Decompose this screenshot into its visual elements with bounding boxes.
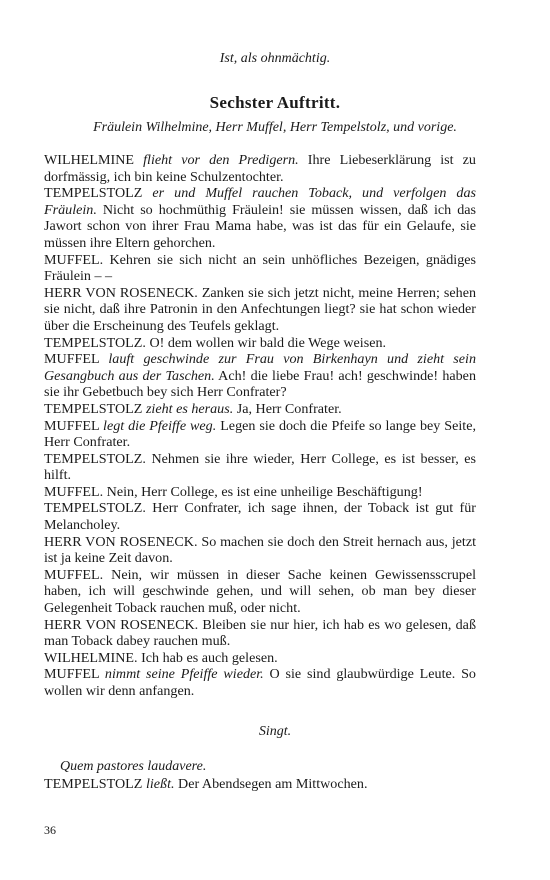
speaker-name: TEMPELSTOLZ.	[44, 334, 146, 351]
speech-text: Kehren sie sich nicht an sein unhöfliches Bezeigen, gnädiges Fräulein – –	[44, 251, 476, 285]
speech	[44, 401, 476, 418]
stage-direction-inline: flieht vor den Predigern.	[143, 152, 299, 168]
speaker-name: TEMPELSTOLZ.	[44, 500, 146, 517]
speaker-name: MUFFEL.	[44, 483, 104, 500]
speaker-name: WILHELMINE	[44, 152, 135, 168]
speech	[44, 500, 476, 533]
speaker-name: HERR VON ROSENECK.	[44, 284, 198, 301]
speech	[44, 567, 476, 617]
speech	[44, 335, 476, 352]
speech	[44, 185, 476, 251]
stage-direction-inline: legt die Pfeiffe weg.	[103, 417, 217, 434]
speech-text: Ja, Herr Confrater.	[236, 400, 342, 417]
speech	[44, 650, 476, 667]
speaker-name: MUFFEL.	[44, 566, 104, 583]
scene-heading: Sechster Auftritt.	[209, 93, 341, 112]
speech	[44, 484, 476, 501]
speech-text: O sie sind glaubwürdige Leute. So wollen wir denn anfangen.	[44, 666, 476, 699]
stage-direction-top: Ist, als ohnmächtig.	[219, 51, 331, 66]
speaker-name: MUFFEL	[44, 417, 100, 434]
stage-direction-inline: ließt.	[145, 776, 175, 792]
speech-text: Nehmen sie ihre wieder, Herr College, es ist besser, es hilft.	[44, 450, 476, 484]
speech-text: Herr Confrater, ich sage ihnen, der Toback ist gut für Melancholey.	[44, 500, 476, 534]
stage-direction-sings: Singt.	[258, 724, 292, 739]
speech-text: Nicht so hochmüthig Fräulein! sie müssen wissen, daß ich das Jawort schon von ihrer Frau Mama habe, was ist das für ein Gelaufe, sie müssen ihre Eltern gehorchen.	[44, 201, 476, 251]
speech-text: O! dem wollen wir bald die Wege weisen.	[149, 334, 387, 351]
speech-text: Ihre Liebeserklärung ist zu dorfmässig, ich bin keine Schulzentochter.	[44, 152, 476, 185]
speech	[44, 617, 476, 650]
speech-text: Legen sie doch die Pfeife so lange bey Seite, Herr Confrater.	[44, 417, 476, 451]
speech-text: Ach! die liebe Frau! ach! geschwinde! haben sie ihr Gebetbuch bey sich Herr Confrater?	[44, 367, 476, 401]
stage-direction-inline: er und Muffel rauchen Toback, und verfolgen das Fräulein.	[44, 185, 476, 218]
speaker-name: HERR VON ROSENECK.	[44, 533, 198, 550]
song-line: Quem pastores laudavere.	[60, 759, 207, 774]
stage-direction-inline: nimmt seine Pfeiffe wieder.	[104, 666, 264, 683]
speech	[44, 252, 476, 285]
stage-direction-inline: zieht es heraus.	[145, 400, 234, 417]
speech-text: So machen sie doch den Streit hernach aus, jetzt ist ja keine Zeit davon.	[44, 533, 476, 567]
speech-text: Bleiben sie nur hier, ich hab es wo gelesen, daß man Toback dabey rauchen muß.	[44, 616, 476, 650]
speaker-name: MUFFEL	[44, 351, 100, 368]
speech-text: Nein, Herr College, es ist eine unheilige Beschäftigung!	[106, 483, 423, 500]
speech	[44, 534, 476, 567]
dialogue-body	[44, 152, 476, 700]
speech-text: Zanken sie sich jetzt nicht, meine Herren; sehen sie nicht, daß ihre Patronin in den Anfechtungen liegt? sie hat schon wieder über die Erscheinung des Teufels geklagt.	[44, 284, 476, 334]
speaker-name: TEMPELSTOLZ	[44, 185, 143, 202]
cast-list: Fräulein Wilhelmine, Herr Muffel, Herr Tempelstolz, und vorige.	[93, 120, 457, 135]
speaker-name: TEMPELSTOLZ	[44, 776, 143, 792]
page-number: 36	[44, 823, 56, 837]
speech	[44, 152, 476, 185]
speaker-name: MUFFEL	[44, 666, 100, 683]
speaker-name: TEMPELSTOLZ.	[44, 450, 146, 467]
speech	[44, 285, 476, 335]
speech-text: Nein, wir müssen in dieser Sache keinen Gewissensscrupel haben, ich will geschwinde gehen, und will sehen, ob man bey dieser Gelegenheit Toback rauchen muß, oder nicht.	[44, 566, 477, 617]
speech	[44, 451, 476, 484]
speaker-name: MUFFEL.	[44, 251, 104, 268]
speech-text: Der Abendsegen am Mittwochen.	[178, 776, 368, 792]
speaker-name: HERR VON ROSENECK.	[44, 616, 199, 633]
speech	[44, 351, 476, 401]
final-speech	[44, 776, 476, 793]
speech	[44, 418, 476, 451]
speech	[44, 666, 476, 699]
stage-direction-inline: lauft geschwinde zur Frau von Birkenhayn und zieht sein Gesangbuch aus der Taschen.	[44, 351, 476, 384]
speaker-name: TEMPELSTOLZ	[44, 400, 143, 417]
speaker-name: WILHELMINE.	[44, 649, 138, 666]
speech-text: Ich hab es auch gelesen.	[141, 649, 278, 666]
